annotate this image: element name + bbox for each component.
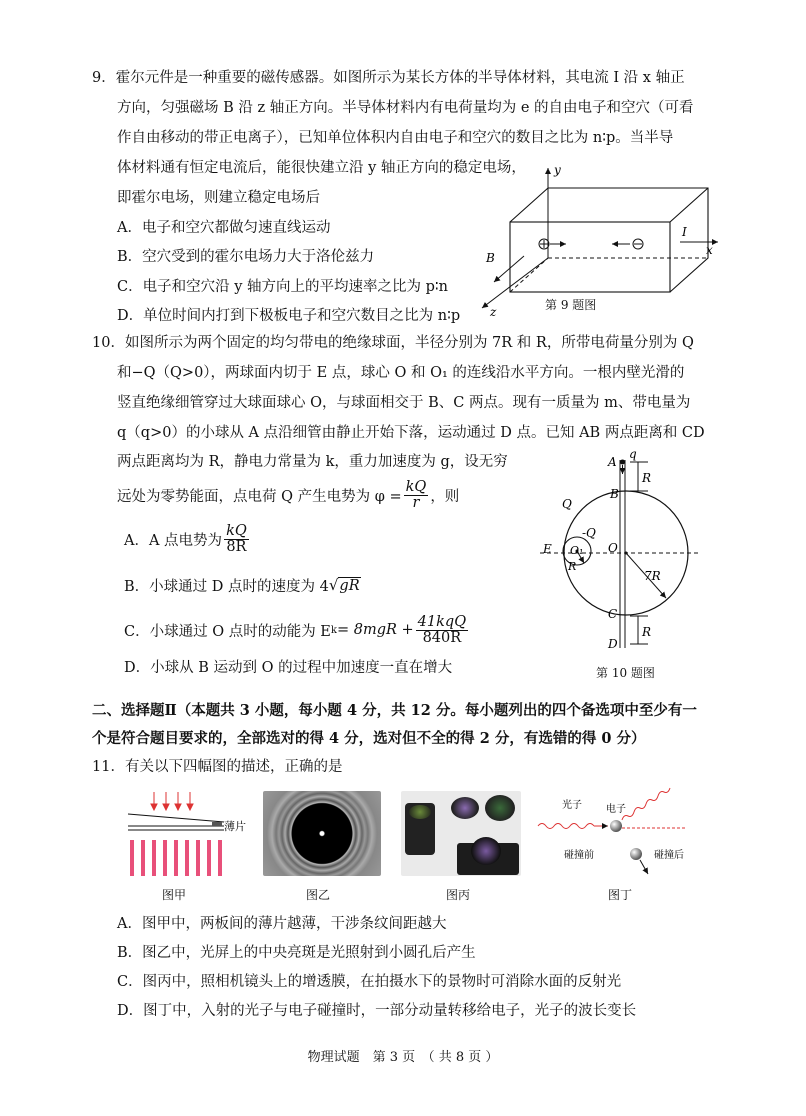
q10-option-c bbox=[124, 612, 470, 648]
q11-caption-bing: 图丙 bbox=[446, 888, 471, 902]
q9-label-y: y bbox=[554, 163, 561, 177]
q9-option-a: A．电子和空穴都做匀速直线运动 bbox=[117, 220, 331, 236]
q10-label-r-top: R bbox=[642, 471, 652, 485]
q10-stem-line3: 竖直绝缘细管穿过大球面球心 O，与球面相交于 B、C 两点。现有一质量为 m、带电量为 bbox=[117, 395, 691, 411]
q11-caption-yi: 图乙 bbox=[306, 888, 331, 902]
q10-option-a-den: 8R bbox=[226, 538, 247, 555]
q9-stem-line1: 9．霍尔元件是一种重要的磁传感器。如图所示为某长方体的半导体材料，其电流 I 沿 x 轴正 bbox=[92, 70, 685, 86]
q10-label-q: q bbox=[629, 448, 637, 461]
q9-label-i: I bbox=[682, 225, 687, 239]
q10-potential-num: kQ bbox=[405, 478, 427, 495]
q11-figure-yi-poisson-spot bbox=[263, 791, 381, 876]
q10-option-a-fraction bbox=[224, 524, 249, 555]
q10-label-a: A bbox=[608, 455, 617, 469]
q11-label-electron: 电子 bbox=[606, 804, 626, 815]
q10-label-e: E bbox=[543, 542, 552, 556]
q10-option-c-num: 41kqQ bbox=[417, 613, 467, 630]
q10-label-d: D bbox=[608, 637, 618, 651]
q9-figure-caption: 第 9 题图 bbox=[545, 298, 597, 312]
q10-label-r-small: R bbox=[568, 560, 577, 573]
lens-top-icon bbox=[451, 797, 479, 819]
q9-stem-line2: 方向，匀强磁场 B 沿 z 轴正方向。半导体材料内有电荷量均为 e 的自由电子和空穴（可看 bbox=[117, 100, 694, 116]
q10-option-a-num: kQ bbox=[226, 522, 247, 539]
q10-figure-charged-spheres bbox=[530, 448, 700, 658]
q10-option-a bbox=[124, 522, 251, 556]
q10-label-o1: O₁ bbox=[570, 544, 584, 557]
q11-label-photon: 光子 bbox=[562, 800, 582, 811]
q10-option-b bbox=[124, 572, 361, 598]
q9-label-b: B bbox=[486, 251, 495, 265]
q10-figure-caption: 第 10 题图 bbox=[596, 666, 655, 680]
q10-option-c-mid: = 8mgR + bbox=[336, 622, 414, 638]
q11-option-c: C．图丙中，照相机镜头上的增透膜，在拍摄水下的景物时可消除水面的反射光 bbox=[117, 974, 622, 990]
q10-option-c-text: C．小球通过 O 点时的动能为 E bbox=[124, 623, 331, 640]
q11-option-a: A．图甲中，两板间的薄片越薄，干涉条纹间距越大 bbox=[117, 916, 447, 932]
q10-option-b-radicand: gR bbox=[339, 577, 360, 594]
q10-stem-line5: 两点距离均为 R，静电力常量为 k，重力加速度为 g，设无穷 bbox=[117, 454, 508, 470]
q11-caption-jia: 图甲 bbox=[162, 888, 187, 902]
q11-figure-bing-camera-lenses bbox=[401, 791, 521, 876]
q10-stem-line4: q（q>0）的小球从 A 点沿细管由静止开始下落，运动通过 D 点。已知 AB 两点距离和 CD bbox=[117, 425, 705, 441]
q11-caption-ding: 图丁 bbox=[608, 888, 633, 902]
q10-option-d: D．小球从 B 运动到 O 的过程中加速度一直在增大 bbox=[124, 660, 453, 676]
lens-right-icon bbox=[485, 795, 515, 821]
q9-stem-line3: 作自由移动的带正电离子），已知单位体积内自由电子和空穴的数目之比为 n∶p。当半导 bbox=[117, 130, 674, 146]
q10-option-b-text: B．小球通过 D 点时的速度为 4 bbox=[124, 578, 329, 595]
q11-label-before: 碰撞前 bbox=[564, 850, 594, 861]
q9-label-z: z bbox=[490, 305, 497, 319]
lens-glass-icon bbox=[409, 805, 431, 819]
q10-stem-line6 bbox=[117, 478, 459, 512]
q10-potential-fraction bbox=[404, 480, 429, 511]
q10-option-c-fraction bbox=[416, 615, 468, 646]
q11-figure-ding-compton-scattering bbox=[536, 786, 696, 878]
q10-option-c-den: 840R bbox=[422, 629, 462, 646]
q10-label-o: O bbox=[608, 541, 618, 555]
q10-label-big-q: Q bbox=[562, 497, 572, 511]
camera-lens-icon bbox=[471, 837, 501, 865]
q9-stem-line5: 即霍尔电场，则建立稳定电场后 bbox=[117, 190, 320, 206]
page-footer: 物理试题 第 3 页 （ 共 8 页 ） bbox=[307, 1050, 499, 1065]
q11-stem: 11．有关以下四幅图的描述，正确的是 bbox=[92, 759, 343, 775]
q10-label-neg-q: -Q bbox=[582, 526, 596, 540]
q9-option-c: C．电子和空穴沿 y 轴方向上的平均速率之比为 p∶n bbox=[117, 279, 449, 295]
q9-option-b: B．空穴受到的霍尔电场力大于洛伦兹力 bbox=[117, 249, 375, 265]
q10-option-a-text: A．A 点电势为 bbox=[124, 532, 223, 549]
q10-stem-line2: 和−Q（Q>0），两球面内切于 E 点，球心 O 和 O₁ 的连线沿水平方向。一根内壁光滑的 bbox=[117, 365, 685, 381]
q9-stem-line4: 体材料通有恒定电流后，能很快建立沿 y 轴正方向的稳定电场， bbox=[117, 160, 526, 176]
q10-label-c: C bbox=[608, 607, 618, 621]
q11-label-thin-film: 薄片 bbox=[224, 820, 246, 833]
q10-stem-line6-post: ，则 bbox=[430, 488, 460, 505]
q10-potential-den: r bbox=[412, 494, 420, 511]
section2-heading-line1: 二、选择题Ⅱ（本题共 3 小题，每小题 4 分，共 12 分。每小题列出的四个备选项中至少有一 bbox=[92, 702, 697, 719]
section2-heading-line2: 个是符合题目要求的，全部选对的得 4 分，选对但不全的得 2 分，有选错的得 0 分） bbox=[92, 730, 646, 747]
q11-label-after: 碰撞后 bbox=[654, 850, 684, 861]
q11-figure-jia-thin-film bbox=[126, 788, 254, 878]
q10-option-c-sub: k bbox=[330, 624, 337, 636]
q10-stem-line1: 10．如图所示为两个固定的均匀带电的绝缘球面，半径分别为 7R 和 R，所带电荷量分别为 Q bbox=[92, 335, 694, 351]
q10-stem-line6-pre: 远处为零势能面，点电荷 Q 产生电势为 φ = bbox=[117, 488, 402, 505]
q10-label-r-bottom: R bbox=[642, 625, 652, 639]
q11-option-d: D．图丁中，入射的光子与电子碰撞时，一部分动量转移给电子，光子的波长变长 bbox=[117, 1003, 637, 1019]
q9-option-d: D．单位时间内打到下极板电子和空穴数目之比为 n∶p bbox=[117, 308, 461, 324]
q10-label-b: B bbox=[610, 487, 619, 501]
sqrt-symbol-icon: √ bbox=[328, 576, 339, 594]
q10-label-7r: 7R bbox=[644, 569, 661, 583]
q9-label-x: x bbox=[706, 243, 713, 257]
q11-option-b: B．图乙中，光屏上的中央亮斑是光照射到小圆孔后产生 bbox=[117, 945, 476, 961]
